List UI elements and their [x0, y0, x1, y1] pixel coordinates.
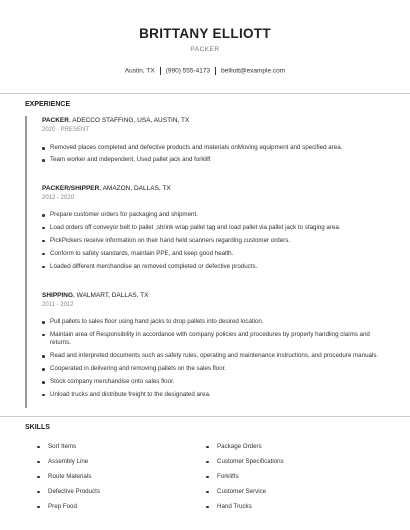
job-dates: 2011 - 2012 — [42, 302, 74, 308]
job-title-line — [42, 292, 382, 299]
candidate-name: BRITTANY ELLIOTT — [139, 26, 271, 41]
experience-timeline — [25, 116, 27, 408]
skill-item: Prep Food — [37, 503, 77, 510]
job-bullet: Loaded different merchandise an removed completed or defective products. — [42, 263, 382, 271]
job-bullet: Conform to safety standards, maintain PPE, and keep good health. — [42, 250, 382, 258]
job-entry — [42, 292, 382, 399]
contact-line — [0, 67, 410, 75]
contact-location: Austin, TX — [124, 67, 155, 75]
job-bullet: PickPickers receive information on their hand held scanners regarding customer orders. — [42, 237, 382, 245]
job-title: SHIPPING — [42, 292, 74, 299]
candidate-role: PACKER — [190, 46, 220, 53]
job-bullet: Read and interpreted documents such as safety rules, operating and maintenance instructions, and procedure manuals. — [42, 352, 382, 360]
job-dates: 2012 - 2020 — [42, 195, 75, 201]
skill-item: Customer Service — [206, 488, 266, 495]
job-title-line — [42, 185, 382, 192]
resume-header — [0, 0, 410, 75]
job-bullet: Stock company merchandise onto sales floor. — [42, 378, 382, 386]
skill-item: Hand Trucks — [206, 503, 252, 510]
skill-item: Assembly Line — [37, 458, 88, 465]
job-dates: 2020 - PRESENT — [42, 127, 90, 133]
job-entry — [42, 117, 382, 165]
contact-separator — [215, 67, 216, 75]
contact-email[interactable]: belliott@example.com — [221, 67, 286, 75]
job-company: , ADECCO STAFFING, USA, AUSTIN, TX — [68, 117, 190, 124]
contact-phone: (990) 555-4173 — [165, 67, 211, 75]
job-bullet: Load orders off conveyor belt to pallet ,shrink wrap pallet tag and load pallet via pallet jack to staging area. — [42, 224, 382, 232]
job-bullets — [42, 211, 382, 271]
skill-item: Package Orders — [206, 443, 262, 450]
job-bullet: Removed places completed and defective products and materials onMoving equipment and specified area. — [42, 144, 382, 152]
job-bullet: Maintain area of Responsibility in accordance with company policies and procedures by properly handling claims and returns. — [42, 331, 382, 348]
job-bullet: Unload trucks and distribute freight to the designated area. — [42, 391, 382, 399]
job-bullet: Pull pallets to sales floor using hand jacks to drop pallets into desired location. — [42, 318, 382, 326]
section-title-skills: SKILLS — [25, 424, 50, 431]
job-title-line — [42, 117, 382, 124]
job-bullet: Cooperated in delivering and removing pallets on the sales floor. — [42, 365, 382, 373]
skill-item: Route Materials — [37, 473, 91, 480]
job-title: PACKER/SHIPPER — [42, 185, 100, 192]
skill-item: Customer Specifications — [206, 458, 284, 465]
job-company: , AMAZON, DALLAS, TX — [99, 185, 171, 192]
job-bullets — [42, 318, 382, 399]
skill-item: Forklifts — [206, 473, 239, 480]
job-bullets — [42, 144, 382, 165]
divider — [0, 416, 410, 417]
job-bullet: Team worker and independent, Used pallet jack and forklift — [42, 156, 382, 164]
section-title-experience: EXPERIENCE — [25, 101, 71, 108]
contact-separator — [160, 67, 161, 75]
divider — [0, 93, 410, 94]
job-title: PACKER — [42, 117, 69, 124]
skill-item: Sort Items — [37, 443, 76, 450]
skill-item: Defective Products — [37, 488, 100, 495]
job-bullet: Prepare customer orders for packaging and shipment. — [42, 211, 382, 219]
job-entry — [42, 185, 382, 271]
job-company: , WALMART, DALLAS, TX — [73, 292, 149, 299]
